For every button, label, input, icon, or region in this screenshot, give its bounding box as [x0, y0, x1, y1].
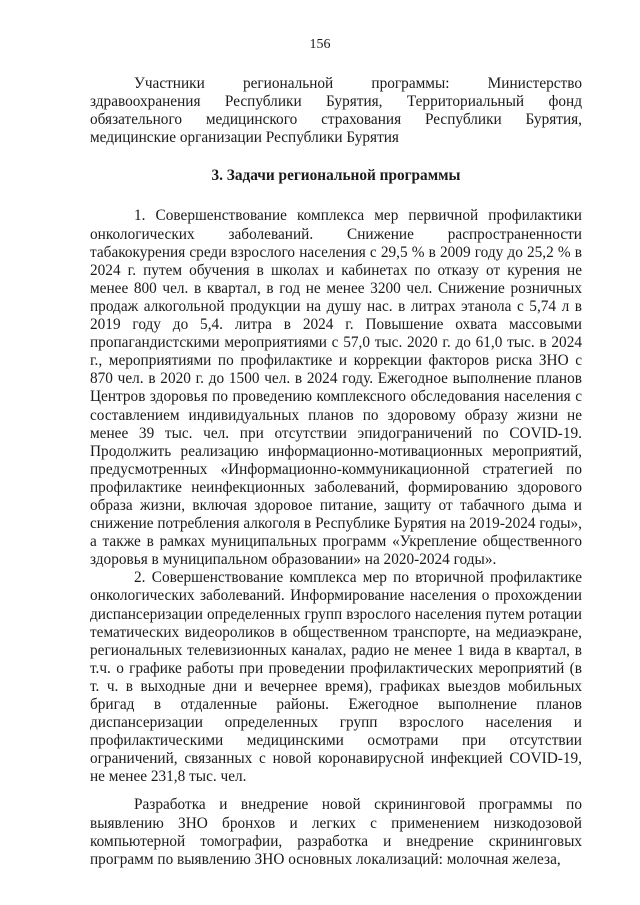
task-2-paragraph: 2. Совершенствование комплекса мер по вторичной профилактике онкологических заболеваний. Информирование населения о прохождении диспансеризации определенных групп взрослого населения путем ротации тематических видеороликов в общественном транспорте, на медиаэкране, региональных телевизионных каналах, радио не менее 1 вида в квартал, в т.ч. о графике работы при проведении профилактических мероприятий (в т. ч. в выходные дни и вечернее время), графиках выездов мобильных бригад в отдаленные районы. Ежегодное выполнение планов диспансеризации определенных групп взрослого населения и профилактическими медицинскими осмотрами при отсутствии ограничений, связанных с новой коронавирусной инфекцией COVID-19, не менее 231,8 тыс. чел. [90, 569, 582, 786]
screening-paragraph: Разработка и внедрение новой скрининговой программы по выявлению ЗНО бронхов и легких с применением низкодозовой компьютерной томографии, разработка и внедрение скрининговых программ по выявлению ЗНО основных локализаций: молочная железа, [90, 796, 582, 868]
paragraph-spacer [90, 786, 582, 796]
document-body [90, 75, 582, 869]
section-heading: 3. Задачи региональной программы [211, 167, 461, 185]
page-number: 156 [309, 37, 331, 52]
participants-paragraph: Участники региональной программы: Министерство здравоохранения Республики Бурятия, Территориальный фонд обязательного медицинского страхования Республики Бурятия, медицинские организации Республики Бурятия [90, 75, 582, 147]
task-1-paragraph: 1. Совершенствование комплекса мер первичной профилактики онкологических заболеваний. Снижение распространенности табакокурения среди взрослого населения с 29,5 % в 2009 году до 25,2 % в 2024 г. путем обучения в школах и кабинетах по отказу от курения не менее 800 чел. в квартал, в год не менее 3200 чел. Снижение розничных продаж алкогольной продукции на душу нас. в литрах этанола с 5,74 л в 2019 году до 5,4. литра в 2024 г. Повышение охвата массовыми пропагандистскими мероприятиями с 57,0 тыс. 2020 г. до 61,0 тыс. в 2024 г., мероприятиями по профилактике и коррекции факторов риска ЗНО с 870 чел. в 2020 г. до 1500 чел. в 2024 году. Ежегодное выполнение планов Центров здоровья по проведению комплексного обследования населения с составлением индивидуальных планов по здоровому образу жизни не менее 39 тыс. чел. при отсутствии эпидограничений по COVID-19. Продолжить реализацию информационно-мотивационных мероприятий, предусмотренных «Информационно-коммуникационной стратегией по профилактике неинфекционных заболеваний, формированию здорового образа жизни, включая здоровое питание, защиту от табачного дыма и снижение потребления алкоголя в Республике Бурятия на 2019-2024 годы», а также в рамках муниципальных программ «Укрепление общественного здоровья в муниципальном образовании» на 2020-2024 годы». [90, 207, 582, 569]
